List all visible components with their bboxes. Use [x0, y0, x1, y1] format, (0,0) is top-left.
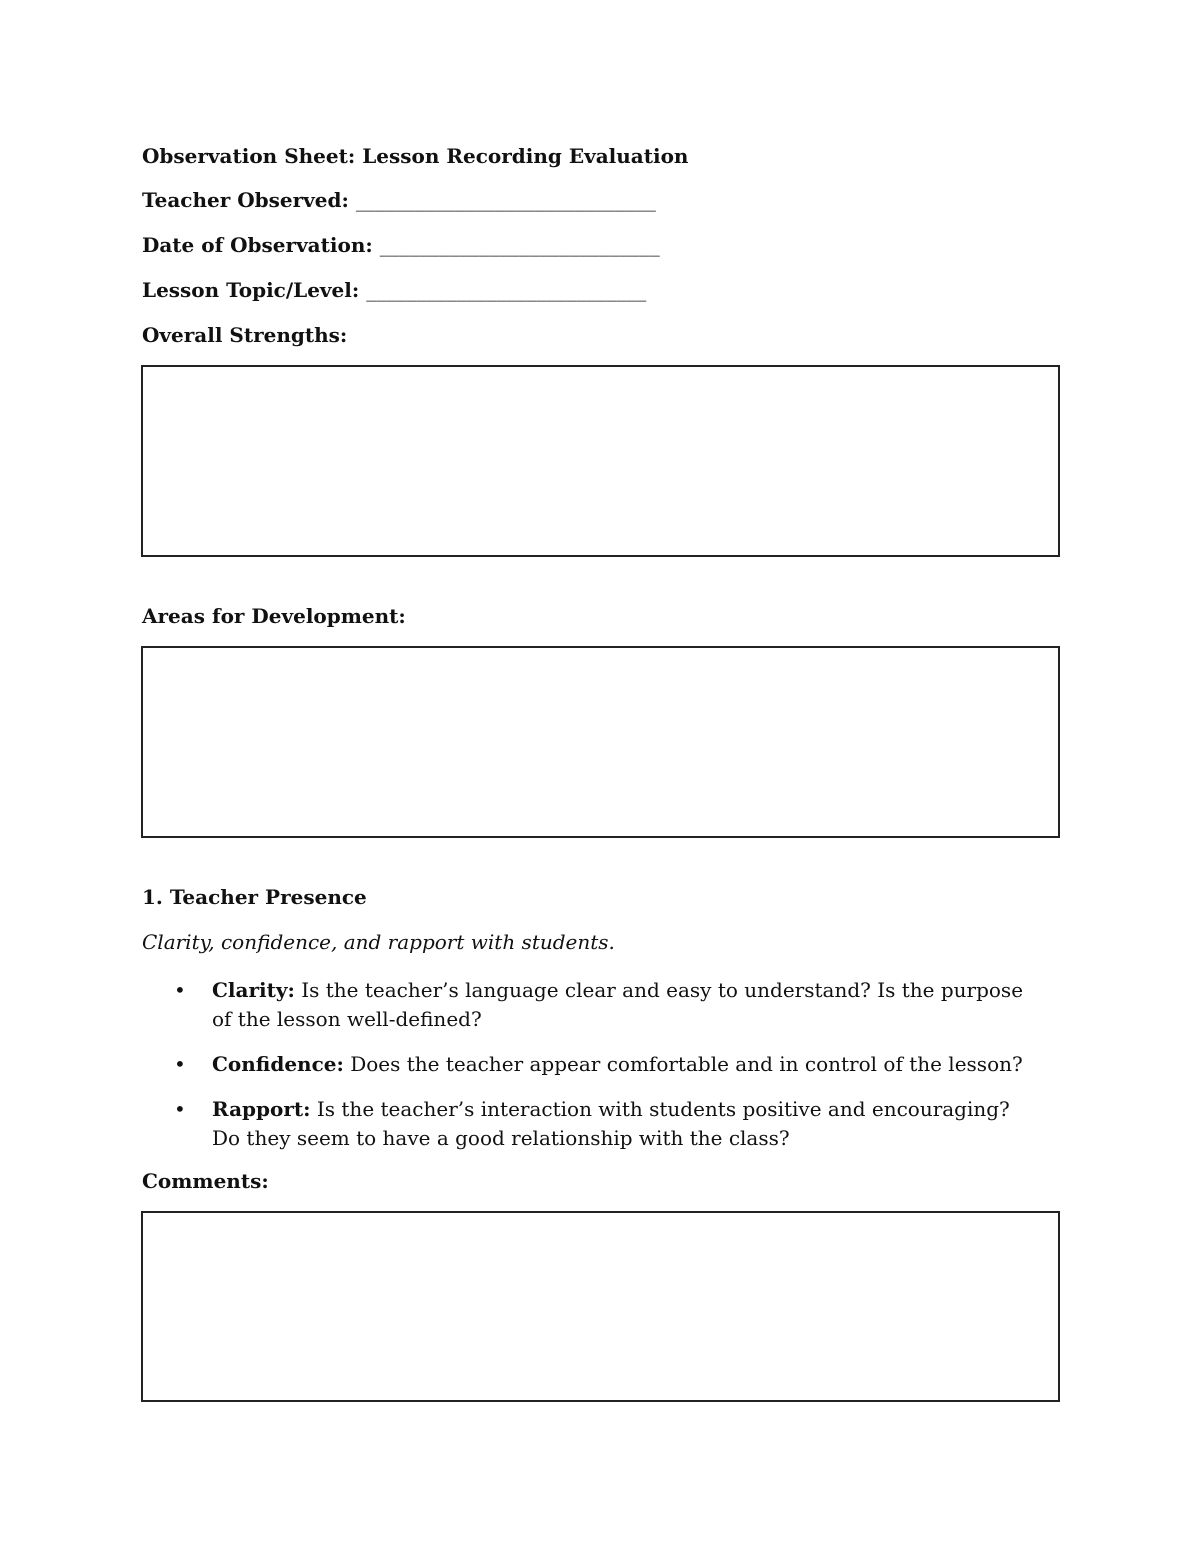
list-item: [142, 1095, 1042, 1153]
date-of-observation-label: Date of Observation:: [142, 233, 373, 257]
bullet-term: Rapport:: [212, 1097, 311, 1121]
criteria-list: [142, 976, 1042, 1169]
bullet-text: Is the teacher’s interaction with students positive and encouraging? Do they seem to have a good relationship with the class?: [212, 1097, 1010, 1150]
teacher-observed-label: Teacher Observed:: [142, 188, 349, 212]
comments-box[interactable]: [141, 1211, 1060, 1402]
teacher-observed-blank[interactable]: ______________________________: [355, 188, 656, 212]
comments-label: Comments:: [142, 1169, 269, 1193]
list-item: [142, 1050, 1042, 1079]
overall-strengths-label: Overall Strengths:: [142, 323, 348, 347]
lesson-topic-label: Lesson Topic/Level:: [142, 278, 360, 302]
bullet-term: Clarity:: [212, 978, 295, 1002]
bullet-text: Does the teacher appear comfortable and in control of the lesson?: [343, 1052, 1023, 1076]
lesson-topic-field: [142, 278, 646, 302]
section-heading: 1. Teacher Presence: [142, 885, 367, 909]
bullet-icon: •: [174, 1097, 186, 1121]
lesson-topic-blank[interactable]: ____________________________: [366, 278, 647, 302]
list-item: [142, 976, 1042, 1034]
bullet-icon: •: [174, 978, 186, 1002]
date-of-observation-blank[interactable]: ____________________________: [379, 233, 660, 257]
bullet-icon: •: [174, 1052, 186, 1076]
section-subtitle: Clarity, confidence, and rapport with students.: [142, 930, 615, 954]
date-of-observation-field: [142, 233, 660, 257]
areas-for-development-label: Areas for Development:: [142, 604, 406, 628]
areas-for-development-box[interactable]: [141, 646, 1060, 838]
document-title: Observation Sheet: Lesson Recording Evaluation: [142, 144, 689, 168]
overall-strengths-box[interactable]: [141, 365, 1060, 557]
bullet-term: Confidence:: [212, 1052, 344, 1076]
bullet-text: Is the teacher’s language clear and easy to understand? Is the purpose of the lesson well-defined?: [212, 978, 1024, 1031]
teacher-observed-field: [142, 188, 656, 212]
